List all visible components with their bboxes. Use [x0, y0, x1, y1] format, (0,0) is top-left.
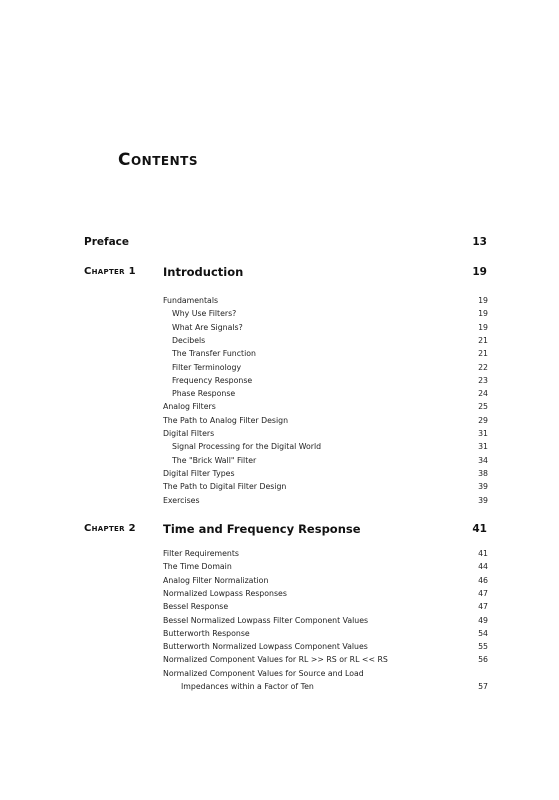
toc-entry-page-number: 34	[478, 455, 488, 465]
toc-entry: Normalized Lowpass Responses	[163, 588, 287, 598]
page-title: Contents	[118, 150, 198, 170]
toc-entry-page-number: 47	[478, 588, 488, 598]
toc-entry-page-number: 55	[478, 642, 488, 652]
chapter-title: Time and Frequency Response	[163, 522, 361, 536]
toc-entry: Digital Filters	[163, 429, 215, 438]
toc-entry-page-number: 23	[478, 375, 488, 385]
toc-entry-page-number: 31	[478, 429, 488, 438]
toc-entry-page-number: 22	[478, 362, 488, 372]
toc-entry-page-number: 47	[478, 602, 488, 612]
toc-entry-page-number: 21	[478, 335, 488, 345]
toc-entry: The "Brick Wall" Filter	[172, 455, 257, 465]
toc-entry: Impedances within a Factor of Ten	[181, 682, 314, 691]
toc-entry: Filter Requirements	[163, 549, 239, 558]
toc-entry: Digital Filter Types	[163, 468, 235, 478]
toc-entry-page-number: 25	[478, 402, 488, 412]
toc-entry: Butterworth Normalized Lowpass Component Values	[163, 642, 368, 652]
toc-entry: What Are Signals?	[172, 322, 243, 332]
toc-entry: Bessel Normalized Lowpass Filter Component Values	[163, 615, 369, 625]
chapter-title: Introduction	[163, 265, 244, 279]
toc-entry-page-number: 41	[478, 549, 488, 558]
toc-entry: The Path to Analog Filter Design	[163, 415, 289, 425]
preface-page-number: 13	[472, 236, 487, 248]
toc-entry: Analog Filters	[163, 402, 216, 412]
toc-entry-page-number: 19	[478, 322, 488, 332]
chapter-label: Chapter 2	[84, 523, 136, 534]
toc-entry: Frequency Response	[172, 375, 253, 385]
toc-entry-page-number: 29	[478, 415, 488, 425]
toc-entry: Filter Terminology	[172, 362, 242, 372]
toc-entry: The Path to Digital Filter Design	[163, 482, 287, 492]
toc-entry-page-number: 49	[478, 615, 488, 625]
preface-label: Preface	[84, 236, 129, 248]
chapter-page-number: 41	[472, 523, 487, 535]
toc-entry: Signal Processing for the Digital World	[172, 442, 322, 452]
toc-entry: Analog Filter Normalization	[163, 575, 269, 585]
toc-entry-page-number: 54	[478, 628, 488, 638]
toc-entry-page-number: 24	[478, 389, 488, 399]
toc-entry: Normalized Component Values for RL >> RS or RL << RS	[163, 655, 388, 665]
toc-entry-page-number: 21	[478, 349, 488, 359]
toc-entry-page-number: 19	[478, 309, 488, 319]
toc-entry-page-number: 57	[478, 682, 488, 691]
toc-entry-page-number: 31	[478, 442, 488, 452]
chapter-page-number: 19	[472, 266, 487, 278]
toc-entry-page-number: 19	[478, 296, 488, 305]
toc-entry: The Time Domain	[163, 562, 232, 572]
toc-entry-page-number: 39	[478, 482, 488, 492]
toc-entry: Normalized Component Values for Source and Load	[163, 668, 364, 678]
toc-entry: Why Use Filters?	[172, 309, 237, 319]
toc-entry: Exercises	[163, 495, 200, 505]
toc-entry: Bessel Response	[163, 602, 229, 612]
toc-entry: Decibels	[172, 335, 206, 345]
toc-entry-page-number: 38	[478, 468, 488, 478]
toc-entry: Phase Response	[172, 389, 236, 399]
toc-entry: Fundamentals	[163, 296, 219, 305]
toc-entry-page-number: 44	[478, 562, 488, 572]
toc-entry-page-number: 46	[478, 575, 488, 585]
chapter-label: Chapter 1	[84, 266, 136, 277]
toc-entry: Butterworth Response	[163, 628, 250, 638]
toc-entry: The Transfer Function	[172, 349, 256, 359]
toc-entry-page-number: 56	[478, 655, 488, 665]
toc-entry-page-number: 39	[478, 495, 488, 505]
